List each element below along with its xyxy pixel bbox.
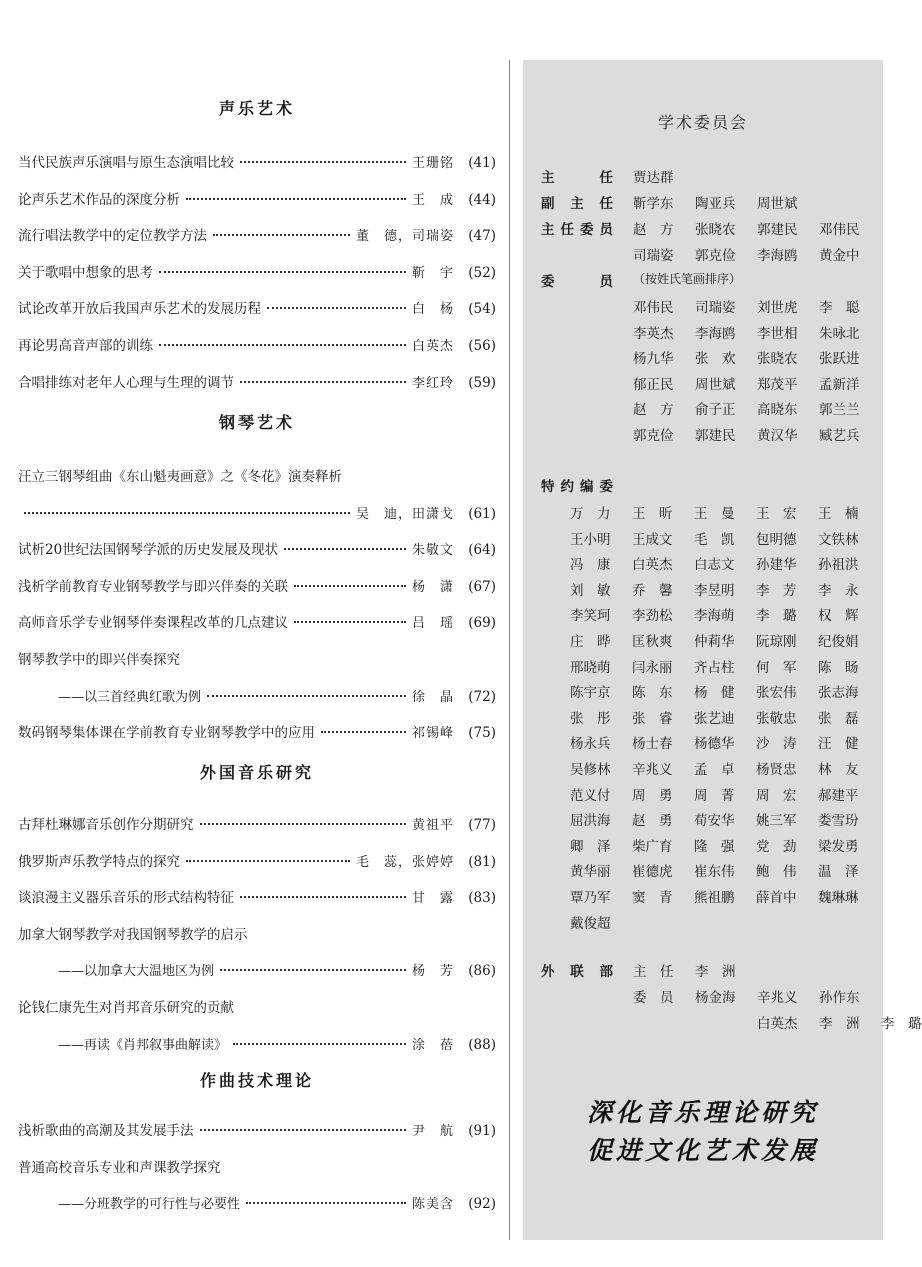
member-name: 柴广育	[632, 838, 673, 855]
member-name: 杨贤忠	[756, 762, 797, 778]
member-name: 郝建平	[818, 787, 859, 804]
member-name: 黄汉华	[757, 428, 798, 444]
member-name: 司瑞姿	[633, 248, 674, 264]
member-name: 李海萌	[694, 608, 735, 625]
entry-page: (59)	[468, 374, 496, 391]
committee-label: 主 任	[541, 170, 613, 186]
member-name: 黄华丽	[570, 864, 611, 881]
entry-author: 徐 晶	[411, 689, 454, 705]
member-name: 张 彤	[570, 710, 611, 727]
entry-title: 谈浪漫主义器乐音乐的形式结构特征	[18, 890, 234, 907]
member-name: 毛 凯	[694, 531, 735, 548]
member-name: 郭建民	[757, 222, 798, 238]
member-name: 卿 泽	[570, 838, 611, 855]
member-name: 杨九华	[633, 351, 674, 368]
member-name: 赵 方	[633, 402, 674, 419]
member-name: 屈洪海	[570, 813, 611, 830]
entry-page: (52)	[468, 264, 496, 281]
dot-leader	[294, 621, 406, 623]
dot-leader	[200, 1129, 406, 1131]
member-name: 文铁林	[818, 531, 859, 548]
member-name: 白英杰	[632, 557, 673, 574]
member-name: 郁正民	[633, 376, 674, 393]
member-name: 周 宏	[756, 787, 797, 804]
entry-author: 王珊铭	[411, 156, 454, 171]
member-name: 周 勇	[632, 787, 673, 804]
member-name: 窦 青	[632, 890, 673, 906]
entry-title: 浅析歌曲的高潮及其发展手法	[18, 1123, 194, 1139]
committee-label: 特约编委	[541, 479, 613, 495]
toc-entry[interactable]	[18, 191, 496, 210]
member-name: 杨德华	[694, 736, 735, 753]
dot-leader	[159, 344, 406, 346]
entry-title: 试论改革开放后我国声乐艺术的发展历程	[18, 301, 261, 318]
section-title: 外国音乐研究	[199, 763, 314, 782]
member-name: 覃乃军	[570, 890, 611, 906]
entry-author: 吕 瑶	[411, 616, 454, 632]
entry-title: 加拿大钢琴教学对我国钢琴教学的启示	[18, 926, 248, 943]
liaison-members-label: 委 员	[633, 990, 674, 1006]
member-name: 司瑞姿	[695, 300, 736, 316]
entry-author: 毛 蕊，张婷婷	[355, 854, 454, 870]
member-name: 白英杰	[757, 1016, 798, 1032]
member-name: 纪俊娟	[818, 634, 859, 650]
member-name: 党 劲	[756, 838, 797, 855]
member-name: 权 辉	[818, 608, 859, 625]
member-name: 李英杰	[633, 325, 674, 342]
member-name: 庄 晔	[570, 634, 611, 650]
dot-leader	[207, 695, 406, 697]
toc-entry[interactable]	[18, 541, 496, 560]
member-name: 王 宏	[756, 506, 797, 522]
entry-page: (83)	[468, 890, 496, 907]
toc-entry[interactable]	[18, 688, 496, 707]
member-name: 李 芳	[756, 582, 797, 599]
entry-author: 靳 宇	[411, 265, 454, 281]
member-name: 崔德虎	[632, 864, 673, 881]
dot-leader	[186, 860, 350, 862]
entry-title: 再论男高音声部的训练	[18, 338, 153, 354]
member-name: 杨 健	[694, 685, 735, 702]
entry-title: 当代民族声乐演唱与原生态演唱比较	[18, 155, 234, 171]
toc-entry[interactable]	[18, 264, 496, 283]
entry-page: (64)	[468, 542, 496, 559]
member-name: 郭克俭	[633, 428, 674, 444]
entry-author: 白 杨	[411, 302, 454, 318]
member-name: 邢晓萌	[570, 659, 611, 676]
member-name: 包明德	[756, 531, 797, 548]
entry-page: (81)	[468, 853, 496, 870]
member-name: 李 洲	[819, 1016, 860, 1032]
member-name: 张宏伟	[756, 685, 797, 702]
member-name: 刘 敏	[570, 582, 611, 599]
dot-leader	[213, 234, 350, 236]
member-name: 陈 旸	[818, 659, 859, 676]
toc-entry[interactable]	[18, 1195, 496, 1214]
liaison-director-label: 主 任	[633, 964, 674, 980]
member-name: 齐占柱	[694, 659, 735, 676]
entry-author: 吴 迪，田潇戈	[355, 506, 454, 522]
toc-entry[interactable]	[18, 578, 496, 597]
committee-label: 副 主 任	[541, 196, 613, 212]
toc-entry[interactable]	[18, 651, 496, 669]
toc-entry[interactable]	[18, 1159, 496, 1177]
dot-leader	[186, 198, 406, 200]
committee-label: 主任委员	[541, 222, 613, 238]
member-name: 李海鸥	[757, 248, 798, 264]
member-name: 郑茂平	[757, 376, 798, 393]
member-name: 李 永	[818, 582, 859, 599]
committee-title: 学术委员会	[657, 113, 748, 132]
entry-title: 钢琴教学中的即兴伴奏探究	[18, 652, 180, 668]
entry-author: 白英杰	[411, 339, 454, 354]
member-name: 陈宇京	[570, 685, 611, 702]
member-name: 闫永丽	[632, 659, 673, 676]
member-name: 孙祖洪	[818, 557, 859, 574]
member-name: 王成文	[632, 531, 673, 548]
member-name: 熊祖鹏	[694, 890, 735, 906]
member-name: 张 磊	[818, 710, 859, 727]
member-name: 汪 健	[818, 736, 859, 753]
member-name: 姚三军	[756, 813, 797, 830]
member-name: 赵 勇	[632, 813, 673, 830]
member-name: 乔 馨	[632, 582, 673, 599]
member-name: 王 楠	[818, 506, 859, 522]
dot-leader	[233, 1043, 406, 1045]
toc-entry[interactable]	[18, 468, 496, 486]
entry-subtitle: ——分班教学的可行性与必要性	[58, 1197, 241, 1213]
member-name: 黄金中	[819, 248, 860, 264]
entry-title: 俄罗斯声乐教学特点的探究	[18, 853, 180, 870]
entry-page: (75)	[468, 725, 496, 742]
member-name: 李 璐	[756, 608, 797, 625]
member-name: 吴修林	[570, 762, 611, 778]
member-name: 周 菁	[694, 787, 735, 804]
member-name: 邓伟民	[633, 300, 674, 316]
entry-title: 论钱仁康先生对肖邦音乐研究的贡献	[18, 1000, 234, 1016]
column-divider	[509, 60, 510, 1240]
slogan-line: 深化音乐理论研究	[586, 1098, 819, 1127]
entry-author: 陈美含	[411, 1197, 454, 1213]
dot-leader	[220, 969, 406, 971]
member-name: 郭建民	[695, 428, 736, 444]
section-title: 钢琴艺术	[218, 413, 295, 432]
member-name: 邓伟民	[819, 222, 860, 238]
entry-author: 杨 芳	[411, 964, 454, 980]
entry-author: 黄祖平	[411, 818, 454, 833]
member-name: 郭兰兰	[819, 402, 860, 419]
dot-leader	[294, 585, 406, 587]
entry-author: 李红玲	[411, 375, 454, 391]
member-name: 王 昕	[632, 506, 673, 522]
entry-page: (41)	[468, 155, 496, 171]
entry-page: (67)	[468, 578, 496, 595]
member-name: 戴俊超	[570, 915, 611, 932]
entry-title: 汪立三钢琴组曲《东山魁夷画意》之《冬花》演奏释析	[18, 469, 342, 485]
entry-page: (47)	[468, 228, 496, 245]
entry-page: (69)	[468, 615, 496, 632]
member-name: 王小明	[570, 531, 611, 548]
member-name: 李 璐	[881, 1016, 922, 1032]
committee-label: 委 员	[541, 274, 613, 290]
member-name: 贾达群	[633, 170, 674, 186]
entry-page: (86)	[468, 963, 496, 980]
entry-page: (91)	[468, 1123, 496, 1139]
member-name: 阮琼刚	[756, 634, 797, 650]
member-name: 王 曼	[694, 506, 735, 522]
committee-note: （按姓氏笔画排序）	[633, 272, 742, 286]
member-name: 张 欢	[695, 351, 736, 368]
member-name: 张志海	[818, 685, 859, 702]
member-name: 张晓农	[757, 351, 798, 368]
member-name: 万 力	[570, 506, 611, 522]
member-name: 辛兆义	[632, 762, 673, 778]
entry-title: 浅析学前教育专业钢琴教学与即兴伴奏的关联	[18, 578, 288, 595]
entry-page: (92)	[468, 1196, 496, 1213]
entry-author: 董 德，司瑞姿	[355, 229, 454, 245]
toc-entry[interactable]	[18, 505, 496, 524]
member-name: 仲莉华	[694, 634, 735, 650]
member-name: 冯 康	[570, 557, 611, 574]
toc-entry[interactable]	[18, 1036, 496, 1055]
entry-author: 王 成	[411, 192, 454, 208]
member-name: 刘世虎	[757, 300, 798, 316]
entry-title: 高师音乐学专业钢琴伴奏课程改革的几点建议	[18, 615, 288, 632]
member-name: 赵 方	[633, 222, 674, 238]
toc-entry[interactable]	[18, 300, 496, 319]
member-name: 杨永兵	[570, 736, 611, 753]
member-name: 杨士春	[632, 736, 673, 753]
entry-author: 朱敬文	[411, 543, 454, 559]
member-name: 陈 东	[632, 685, 673, 702]
toc-entry[interactable]	[18, 374, 496, 393]
toc-entry[interactable]	[18, 614, 496, 633]
member-name: 李海鸥	[695, 325, 736, 342]
member-name: 孟 卓	[694, 762, 735, 778]
entry-title: 古拜杜琳娜音乐创作分期研究	[18, 817, 194, 833]
member-name: 张 睿	[632, 710, 673, 727]
member-name: 魏琳琳	[818, 890, 859, 906]
slogan-line: 促进文化艺术发展	[586, 1136, 819, 1165]
member-name: 孙作东	[819, 990, 860, 1006]
toc-entry[interactable]	[18, 154, 496, 173]
member-name: 何 军	[756, 659, 797, 676]
entry-author: 尹 航	[411, 1124, 454, 1139]
section-title: 作曲技术理论	[199, 1071, 314, 1090]
entry-title: 关于歌唱中想象的思考	[18, 264, 153, 281]
dot-leader	[24, 512, 350, 514]
entry-title: 普通高校音乐专业和声课教学探究	[18, 1159, 221, 1176]
section-title: 声乐艺术	[218, 99, 295, 118]
member-name: 孙建华	[756, 557, 797, 574]
member-name: 周世斌	[757, 196, 798, 212]
toc-entry[interactable]	[18, 724, 496, 743]
member-name: 俞子正	[695, 402, 736, 419]
entry-author: 甘 露	[411, 891, 454, 907]
toc-entry[interactable]	[18, 337, 496, 356]
liaison-director: 李 洲	[695, 964, 736, 980]
entry-page: (77)	[468, 817, 496, 833]
member-name: 匡秋爽	[632, 634, 673, 650]
slogan	[523, 1094, 883, 1170]
member-name: 李 聪	[819, 300, 860, 316]
toc-entry[interactable]	[18, 926, 496, 944]
entry-page: (61)	[468, 505, 496, 522]
entry-subtitle: ——再读《肖邦叙事曲解读》	[58, 1037, 228, 1053]
dot-leader	[267, 307, 406, 309]
member-name: 李劲松	[632, 608, 673, 625]
member-name: 张艺迪	[694, 710, 735, 727]
entry-title: 数码钢琴集体课在学前教育专业钢琴教学中的应用	[18, 725, 315, 742]
member-name: 朱咏北	[819, 325, 860, 342]
entry-page: (72)	[468, 688, 496, 705]
entry-page: (44)	[468, 191, 496, 208]
member-name: 隆 强	[694, 838, 735, 855]
member-name: 李世相	[757, 325, 798, 342]
toc-entry[interactable]	[18, 816, 496, 835]
toc-entry[interactable]	[18, 1122, 496, 1141]
entry-author: 杨 潇	[411, 579, 454, 595]
member-name: 郭克俭	[695, 248, 736, 264]
member-name: 张晓农	[695, 222, 736, 238]
member-name: 杨金海	[695, 990, 736, 1006]
entry-page: (56)	[468, 338, 496, 354]
member-name: 林 友	[818, 762, 859, 778]
member-name: 李昱明	[694, 582, 735, 599]
member-name: 薛首中	[756, 890, 797, 906]
member-name: 陶亚兵	[695, 196, 736, 212]
member-name: 周世斌	[695, 376, 736, 393]
member-name: 张跃进	[819, 351, 860, 368]
dot-leader	[159, 271, 406, 273]
dot-leader	[200, 823, 406, 825]
member-name: 范义付	[570, 787, 611, 804]
member-name: 白志文	[694, 557, 735, 574]
member-name: 辛兆义	[757, 990, 798, 1006]
dot-leader	[240, 161, 406, 163]
member-name: 靳学东	[633, 196, 674, 212]
entry-page: (54)	[468, 301, 496, 318]
member-name: 荀安华	[694, 813, 735, 830]
member-name: 娄雪玢	[818, 813, 859, 830]
entry-title: 论声乐艺术作品的深度分析	[18, 191, 180, 208]
toc-entry[interactable]	[18, 889, 496, 908]
dot-leader	[246, 1202, 406, 1204]
dot-leader	[240, 381, 406, 383]
entry-author: 涂 蓓	[411, 1037, 454, 1053]
dot-leader	[240, 896, 406, 898]
member-name: 梁发勇	[818, 838, 859, 855]
entry-subtitle: ——以加拿大大温地区为例	[58, 964, 215, 980]
member-name: 温 泽	[818, 864, 859, 881]
toc-entry[interactable]	[18, 962, 496, 981]
member-name: 张敬忠	[756, 710, 797, 727]
dot-leader	[321, 731, 406, 733]
member-name: 孟新洋	[819, 376, 860, 393]
member-name: 高晓东	[757, 402, 798, 419]
committee-panel	[523, 60, 922, 1240]
member-name: 沙 涛	[756, 736, 797, 753]
entry-subtitle: ——以三首经典红歌为例	[58, 689, 202, 705]
entry-page: (88)	[468, 1036, 496, 1053]
member-name: 臧艺兵	[819, 428, 860, 444]
member-name: 李笑珂	[570, 608, 611, 625]
dot-leader	[284, 548, 406, 550]
member-name: 鲍 伟	[756, 864, 797, 881]
entry-title: 流行唱法教学中的定位教学方法	[18, 228, 207, 245]
entry-title: 合唱排练对老年人心理与生理的调节	[18, 374, 234, 391]
toc-entry[interactable]	[18, 999, 496, 1017]
member-name: 崔东伟	[694, 864, 735, 881]
toc-entry[interactable]	[18, 227, 496, 246]
toc-entry[interactable]	[18, 853, 496, 872]
entry-author: 祁锡峰	[411, 726, 454, 742]
committee-label: 外 联 部	[541, 964, 613, 980]
entry-title: 试析20世纪法国钢琴学派的历史发展及现状	[18, 542, 279, 559]
